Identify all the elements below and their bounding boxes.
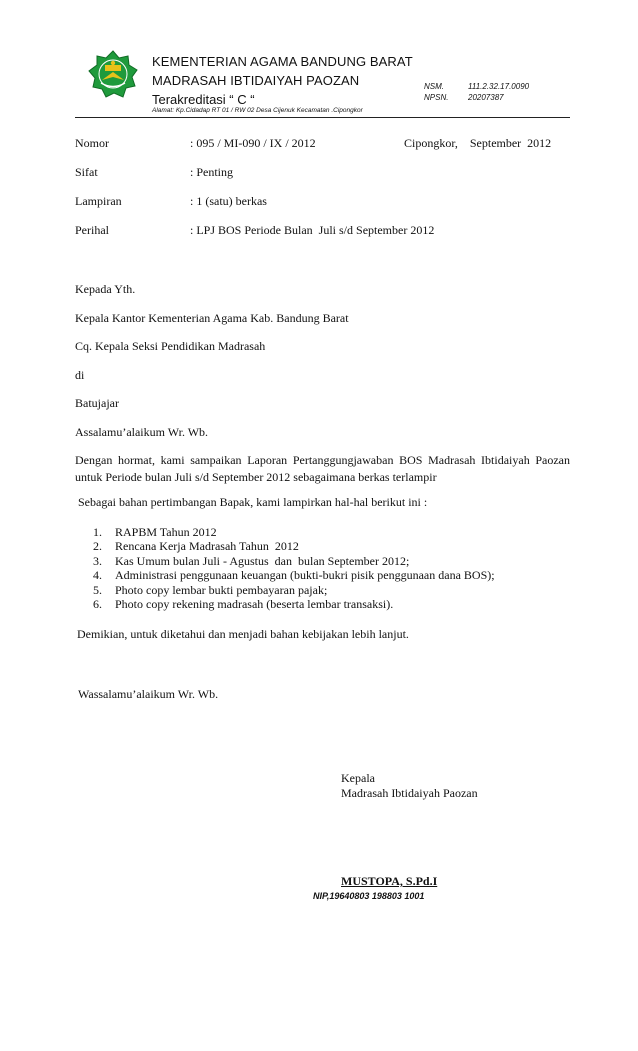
npsn-value: 20207387	[468, 93, 504, 102]
closing-paragraph: Demikian, untuk diketahui dan menjadi bahan kebijakan lebih lanjut.	[77, 627, 409, 641]
perihal-value: : LPJ BOS Periode Bulan Juli s/d September 2012	[190, 223, 435, 237]
signature-title-1: Kepala	[341, 771, 375, 785]
header-divider	[75, 117, 570, 118]
ministry-name: KEMENTERIAN AGAMA BANDUNG BARAT	[152, 54, 413, 69]
npsn-label: NPSN.	[424, 93, 449, 102]
nsm-value: 111.2.32.17.0090	[468, 82, 530, 91]
list-item: 5. Photo copy lembar bukti pembayaran pajak;	[93, 582, 328, 597]
recipient-line-4: di	[75, 368, 85, 382]
perihal-label: Perihal	[75, 223, 109, 237]
nomor-label: Nomor	[75, 136, 109, 150]
list-item: 6. Photo copy rekening madrasah (beserta lembar transaksi).	[93, 596, 394, 611]
place-date: Cipongkor, September 2012	[404, 136, 552, 150]
recipient-line-1: Kepada Yth.	[75, 282, 136, 296]
list-item: 4. Administrasi penggunaan keuangan (bukti-bukri pisik penggunaan dana BOS);	[93, 568, 495, 583]
signature-title-2: Madrasah Ibtidaiyah Paozan	[341, 786, 478, 800]
signatory-name: MUSTOPA, S.Pd.I	[341, 874, 438, 888]
recipient-line-2: Kepala Kantor Kementerian Agama Kab. Bandung Barat	[75, 311, 349, 325]
sifat-label: Sifat	[75, 165, 98, 179]
nsm-label: NSM.	[424, 82, 444, 91]
closing-salam: Wassalamu’alaikum Wr. Wb.	[78, 687, 219, 701]
school-name: MADRASAH IBTIDAIYAH PAOZAN	[152, 73, 360, 88]
school-address: Alamat: Kp.Cidadap RT 01 / RW 02 Desa Cijenuk Kecamatan .Cipongkor	[152, 107, 363, 114]
greeting: Assalamu’alaikum Wr. Wb.	[75, 425, 209, 439]
opening-paragraph: Dengan hormat, kami sampaikan Laporan Pertanggungjawaban BOS Madrasah Ibtidaiyah Paozan untuk Periode bulan Juli s/d September 2012 sebagaimana berkas terlampir	[75, 453, 570, 484]
signatory-nip: NIP,19640803 198803 1001	[313, 891, 425, 901]
ministry-logo-icon	[88, 50, 138, 98]
sifat-value: : Penting	[190, 165, 234, 179]
nomor-value: : 095 / MI-090 / IX / 2012	[190, 136, 316, 150]
accreditation: Terakreditasi “ C “	[152, 92, 255, 107]
list-item: 1. RAPBM Tahun 2012	[93, 525, 217, 539]
attachment-intro: Sebagai bahan pertimbangan Bapak, kami lampirkan hal-hal berikut ini :	[78, 495, 428, 509]
lampiran-label: Lampiran	[75, 194, 122, 208]
recipient-line-5: Batujajar	[75, 396, 119, 410]
list-item: 2. Rencana Kerja Madrasah Tahun 2012	[93, 539, 299, 554]
lampiran-value: : 1 (satu) berkas	[190, 194, 267, 208]
attachment-list	[93, 525, 495, 611]
recipient-line-3: Cq. Kepala Seksi Pendidikan Madrasah	[75, 339, 266, 353]
list-item: 3. Kas Umum bulan Juli - Agustus dan bulan September 2012;	[93, 553, 410, 568]
